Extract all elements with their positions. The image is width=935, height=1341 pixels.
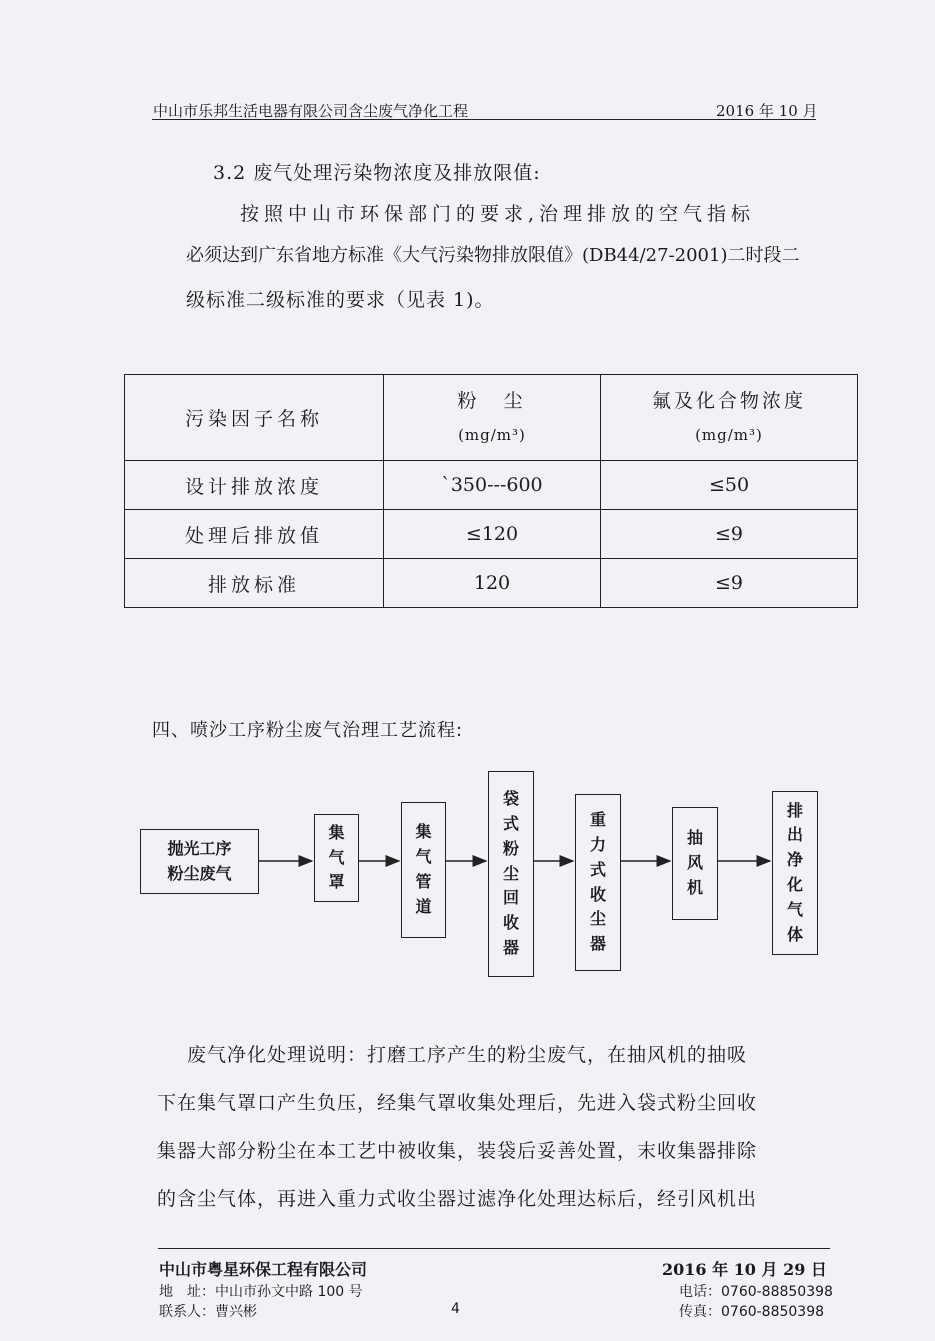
description-line4: 的含尘气体，再进入重力式收尘器过滤净化处理达标后，经引风机出 — [157, 1188, 758, 1210]
header-date: 2016 年 10 月 — [716, 102, 818, 120]
flow-step1-line2: 粉尘废气 — [167, 863, 232, 883]
description-line2: 下在集气罩口产生负压，经集气罩收集处理后，先进入袋式粉尘回收 — [157, 1092, 758, 1114]
footer-contact: 联系人：曹兴彬 — [159, 1304, 257, 1320]
section-3-2-para-line3: 级标准二级标准的要求（见表 1)。 — [186, 289, 495, 311]
table-cell-dust: ≤120 — [384, 510, 601, 559]
footer-date: 2016 年 10 月 29 日 — [662, 1260, 827, 1279]
flow-step1-line1: 抛光工序 — [167, 838, 232, 858]
flow-step2-text: 集气罩 — [328, 822, 345, 892]
footer-phone: 电话：0760-88850398 — [679, 1284, 833, 1300]
flow-step5-text: 重力式收尘器 — [590, 810, 607, 954]
flow-step-duct — [401, 802, 446, 938]
flow-step-bag-collector — [488, 771, 534, 977]
table-cell-name: 处理后排放值 — [125, 510, 384, 559]
table-header-dust-text: 粉 尘 — [457, 390, 527, 413]
flow-step-clean-air — [772, 791, 818, 955]
footer-address: 地 址：中山市孙文中路 100 号 — [159, 1284, 363, 1300]
flow-step-fan — [672, 807, 718, 920]
table-header-dust-unit: (mg/m³) — [458, 426, 526, 444]
table-cell-name: 排放标准 — [125, 559, 384, 608]
table-header-fluoride-text: 氟及化合物浓度 — [651, 390, 806, 413]
table-cell-dust: 120 — [384, 559, 601, 608]
footer-company: 中山市粤星环保工程有限公司 — [159, 1260, 368, 1279]
header-title: 中山市乐邦生活电器有限公司含尘废气净化工程 — [153, 102, 469, 120]
flow-step6-text: 抽风机 — [687, 828, 704, 897]
flow-step-hood — [314, 814, 359, 902]
flow-step-gravity-collector — [575, 794, 621, 971]
flow-step-polishing-dust — [140, 829, 259, 894]
page-number: 4 — [451, 1301, 460, 1317]
section-3-2-heading: 3.2 废气处理污染物浓度及排放限值: — [213, 162, 541, 184]
table-cell-fluoride: ≤50 — [601, 461, 858, 510]
section-4-heading: 四、喷沙工序粉尘废气治理工艺流程: — [152, 720, 464, 741]
table-cell-dust: `350---600 — [384, 461, 601, 510]
footer-fax: 传真：0760-8850398 — [679, 1304, 825, 1320]
flow-step4-text: 袋式粉尘回收器 — [503, 789, 520, 957]
description-line1: 废气净化处理说明：打磨工序产生的粉尘废气，在抽风机的抽吸 — [187, 1044, 748, 1066]
table-cell-fluoride: ≤9 — [601, 559, 858, 608]
flow-step3-text: 集气管道 — [415, 822, 432, 916]
footer-divider — [158, 1248, 830, 1249]
description-line3: 集器大部分粉尘在本工艺中被收集，装袋后妥善处置，末收集器排除 — [157, 1140, 758, 1162]
table-cell-fluoride: ≤9 — [601, 510, 858, 559]
section-3-2-para-line1: 按照中山市环保部门的要求,治理排放的空气指标 — [240, 203, 756, 225]
table-header-fluoride-unit: (mg/m³) — [695, 426, 763, 444]
table-cell-name: 设计排放浓度 — [125, 461, 384, 510]
flow-step7-text: 排出净化气体 — [787, 800, 804, 944]
section-3-2-para-line2: 必须达到广东省地方标准《大气污染物排放限值》(DB44/27-2001)二时段二 — [186, 245, 800, 266]
table-header-pollutant-text: 污染因子名称 — [184, 408, 323, 430]
